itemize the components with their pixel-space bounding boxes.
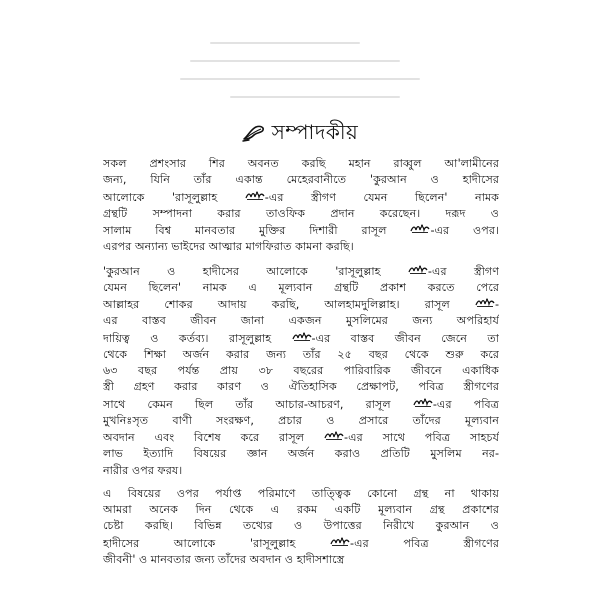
show-through-line: [210, 42, 360, 44]
text-segment: লাভ ইত্যাদি বিষয়ের জ্ঞান অর্জন করাও প্রতিটি মুসলিম নর-: [103, 447, 499, 461]
text-line: [103, 413, 499, 429]
text-segment: সকল প্রশংসার শির অবনত করছি মহান রাব্বুল আ'লামীনের: [103, 157, 499, 170]
text-line: [103, 206, 499, 222]
text-line: [103, 429, 499, 446]
text-segment: -এর স্ত্রীগণ যেমন ছিলেন' নামক: [264, 190, 499, 204]
paragraph: [103, 486, 499, 568]
text-segment: এ বিষয়ের ওপর পর্যাপ্ত পরিমাণে তাত্ত্বিক কোনো গ্রন্থ না থাকায়: [103, 486, 499, 500]
text-segment: মুখনিঃসৃত বাণী সংরক্ষণ, প্রচার ও প্রসারে তাঁদের মূল্যবান: [103, 413, 499, 427]
text-segment: জন্য, যিনি তাঁর একান্ত মেহেরবানীতে 'কুরআন ও হাদীসের: [103, 173, 499, 187]
text-segment: -এর পবিত্র: [432, 397, 499, 411]
text-segment: নারীর ওপর ফরয।: [103, 463, 183, 477]
text-segment: আমরা অনেক দিন থেকে এ রকম একটি মূল্যবান গ্রন্থ প্রকাশের: [103, 503, 499, 516]
text-segment: -এর সাথে পবিত্র সাহচর্য: [344, 431, 499, 444]
text-line: [103, 156, 499, 172]
text-segment: এর বাস্তব জীবন জানা একজন মুসলিমের জন্য অপরিহার্য: [103, 314, 499, 328]
honorific-calligraphy-icon: [245, 189, 265, 198]
text-segment: স্ত্রী গ্রহণ করার কারণ ও ঐতিহাসিক প্রেক্ষাপট, পবিত্র স্ত্রীগণের: [103, 380, 499, 394]
text-line: [103, 296, 499, 313]
honorific-calligraphy-icon: [292, 330, 312, 339]
text-segment: ৬৩ বছর পর্যন্ত প্রায় ৩৮ বছরের পারিবারিক জীবনে একাধিক: [103, 364, 499, 377]
text-line: [103, 330, 499, 347]
text-segment: থেকে শিক্ষা অর্জন করার জন্য তাঁর ২৫ বছর থেকে শুরু করে: [103, 347, 499, 361]
text-segment: আল্লাহর শোকর আদায় করছি, আলহামদুলিল্লাহ। রাসূল: [103, 298, 475, 311]
text-segment: যেমন ছিলেন' নামক এ মূল্যবান গ্রন্থটি প্রকাশ করতে পেরে: [103, 280, 499, 294]
text-line: [103, 347, 499, 363]
show-through-text: [170, 40, 470, 120]
body-text: [103, 156, 499, 568]
text-segment: জীবনী' ও মানবতার জন্য তাঁদের অবদান ও হাদীসশাস্ত্রে: [103, 552, 345, 566]
show-through-line: [190, 60, 400, 62]
text-line: [103, 463, 499, 479]
section-heading: [0, 118, 600, 151]
text-segment: সাথে কেমন ছিল তাঁর আচার-আচরণ, রাসূল: [103, 397, 413, 411]
text-segment: হাদীসের আলোকে 'রাসূলুল্লাহ: [103, 536, 331, 550]
text-segment: দায়িত্ব ও কর্তব্য। রাসূলুল্লাহ: [103, 331, 292, 345]
text-segment: 'কুরআন ও হাদীসের আলোকে 'রাসূলুল্লাহ: [103, 264, 408, 278]
honorific-calligraphy-icon: [413, 396, 433, 405]
text-line: [103, 280, 499, 296]
text-line: [103, 222, 499, 239]
text-segment: -এর বাস্তব জীবন জেনে তা: [311, 331, 499, 345]
honorific-calligraphy-icon: [330, 535, 350, 544]
honorific-calligraphy-icon: [475, 296, 495, 305]
honorific-calligraphy-icon: [324, 429, 344, 438]
text-line: [103, 239, 499, 255]
text-line: [103, 535, 499, 552]
text-line: [103, 379, 499, 395]
text-line: [103, 172, 499, 188]
paragraph: [103, 263, 499, 479]
honorific-calligraphy-icon: [410, 222, 430, 231]
text-segment: চেষ্টা করছি। বিভিন্ন তথ্যের ও উপাত্তের নিরীখে কুরআন ও: [103, 519, 499, 533]
text-segment: সালাম বিশ্ব মানবতার মুক্তির দিশারী রাসূল: [103, 224, 411, 237]
text-segment: আলোকে 'রাসূলুল্লাহ: [103, 190, 245, 204]
text-segment: -এর স্ত্রীগণ: [427, 264, 499, 278]
text-line: [103, 189, 499, 206]
text-segment: এরপর অন্যান্য ভাইদের আত্মার মাগফিরাত কামনা করছি।: [103, 240, 354, 254]
text-segment: -এর পবিত্র স্ত্রীগণের: [350, 536, 499, 550]
text-segment: -এর ওপর।: [430, 224, 499, 237]
text-segment: অবদান এবং বিশেষ করে রাসূল: [103, 431, 325, 444]
text-line: [103, 396, 499, 413]
text-line: [103, 313, 499, 329]
text-line: [103, 486, 499, 502]
text-line: [103, 518, 499, 534]
quill-ornament-icon: [242, 124, 266, 146]
honorific-calligraphy-icon: [408, 263, 428, 272]
text-line: [103, 446, 499, 462]
paragraph: [103, 156, 499, 256]
text-line: [103, 263, 499, 280]
page-title: সম্পাদকীয়: [271, 120, 359, 144]
show-through-line: [180, 78, 420, 80]
text-line: [103, 502, 499, 518]
show-through-line: [230, 96, 400, 98]
text-line: [103, 552, 499, 568]
text-segment: -: [494, 298, 499, 311]
text-segment: গ্রন্থটি সম্পাদনা করার তাওফিক প্রদান করেছেন। দরূদ ও: [103, 206, 499, 220]
text-line: [103, 363, 499, 379]
